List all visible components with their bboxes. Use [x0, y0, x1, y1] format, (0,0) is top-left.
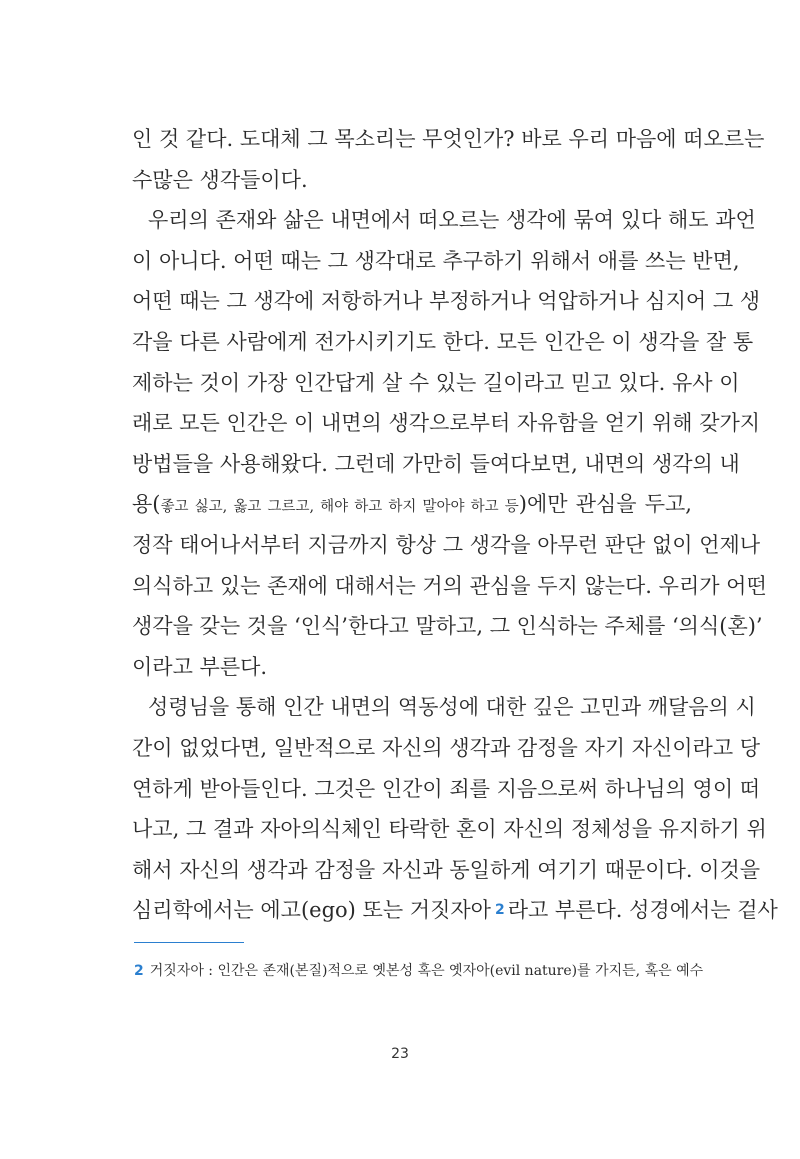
- text-line: 어떤 때는 그 생각에 저항하거나 부정하거나 억압하거나 심지어 그 생: [132, 289, 761, 314]
- text-line: 생각을 갖는 것을 ‘인식’한다고 말하고, 그 인식하는 주체를 ‘의식(혼)’: [132, 614, 763, 639]
- text-line: 인 것 같다. 도대체 그 목소리는 무엇인가? 바로 우리 마음에 떠오르는: [132, 127, 765, 151]
- text-line: 정작 태어나서부터 지금까지 항상 그 생각을 아무런 판단 없이 언제나: [132, 532, 761, 557]
- text-line-with-footnote-ref: [132, 890, 778, 931]
- text-fragment: )에만 관심을 두고,: [518, 492, 692, 517]
- parenthetical-small-text: 좋고 싫고, 옳고 그르고, 해야 하고 하지 말아야 하고 등: [160, 499, 519, 516]
- text-line: 이라고 부른다.: [132, 654, 268, 679]
- text-line: 성령님을 통해 인간 내면의 역동성에 대한 깊은 고민과 깨달음의 시: [148, 695, 756, 720]
- text-fragment: 용(: [132, 492, 161, 517]
- text-line: 래로 모든 인간은 이 내면의 생각으로부터 자유함을 얻기 위해 갖가지: [132, 411, 761, 436]
- text-fragment: 심리학에서는 에고(ego) 또는 거짓자아: [132, 898, 491, 923]
- text-line: 이 아니다. 어떤 때는 그 생각대로 추구하기 위해서 애를 쓰는 반면,: [132, 248, 740, 273]
- text-line-with-aside: [132, 484, 692, 525]
- text-line: 해서 자신의 생각과 감정을 자신과 동일하게 여기기 때문이다. 이것을: [132, 857, 761, 882]
- text-line: 연하게 받아들인다. 그것은 인간이 죄를 지음으로써 하나님의 영이 떠: [132, 776, 761, 801]
- text-line: 간이 없었다면, 일반적으로 자신의 생각과 감정을 자기 자신이라고 당: [132, 735, 761, 760]
- text-line: 제하는 것이 가장 인간답게 살 수 있는 길이라고 믿고 있다. 유사 이: [132, 370, 740, 395]
- body-text: [132, 119, 778, 931]
- footnote-text: 거짓자아 : 인간은 존재(본질)적으로 옛본성 혹은 옛자아(evil nature)를 가지든, 혹은 예수: [149, 963, 704, 979]
- footnote-divider: [134, 942, 244, 943]
- text-fragment: 라고 부른다. 성경에서는 겉사: [507, 898, 778, 923]
- text-line: 수많은 생각들이다.: [132, 167, 308, 192]
- page-number: 23: [391, 1046, 409, 1062]
- text-line: 우리의 존재와 삶은 내면에서 떠오르는 생각에 묶여 있다 해도 과언: [148, 208, 756, 233]
- text-line: 나고, 그 결과 자아의식체인 타락한 혼이 자신의 정체성을 유지하기 위: [132, 817, 767, 842]
- text-line: 방법들을 사용해왔다. 그런데 가만히 들여다보면, 내면의 생각의 내: [132, 451, 740, 476]
- text-line: 의식하고 있는 존재에 대해서는 거의 관심을 두지 않는다. 우리가 어떤: [132, 573, 767, 598]
- footnote-number: 2: [134, 963, 144, 979]
- text-line: 각을 다른 사람에게 전가시키기도 한다. 모든 인간은 이 생각을 잘 통: [132, 329, 754, 354]
- footnote-reference[interactable]: 2: [494, 902, 505, 919]
- footnote: [134, 960, 704, 982]
